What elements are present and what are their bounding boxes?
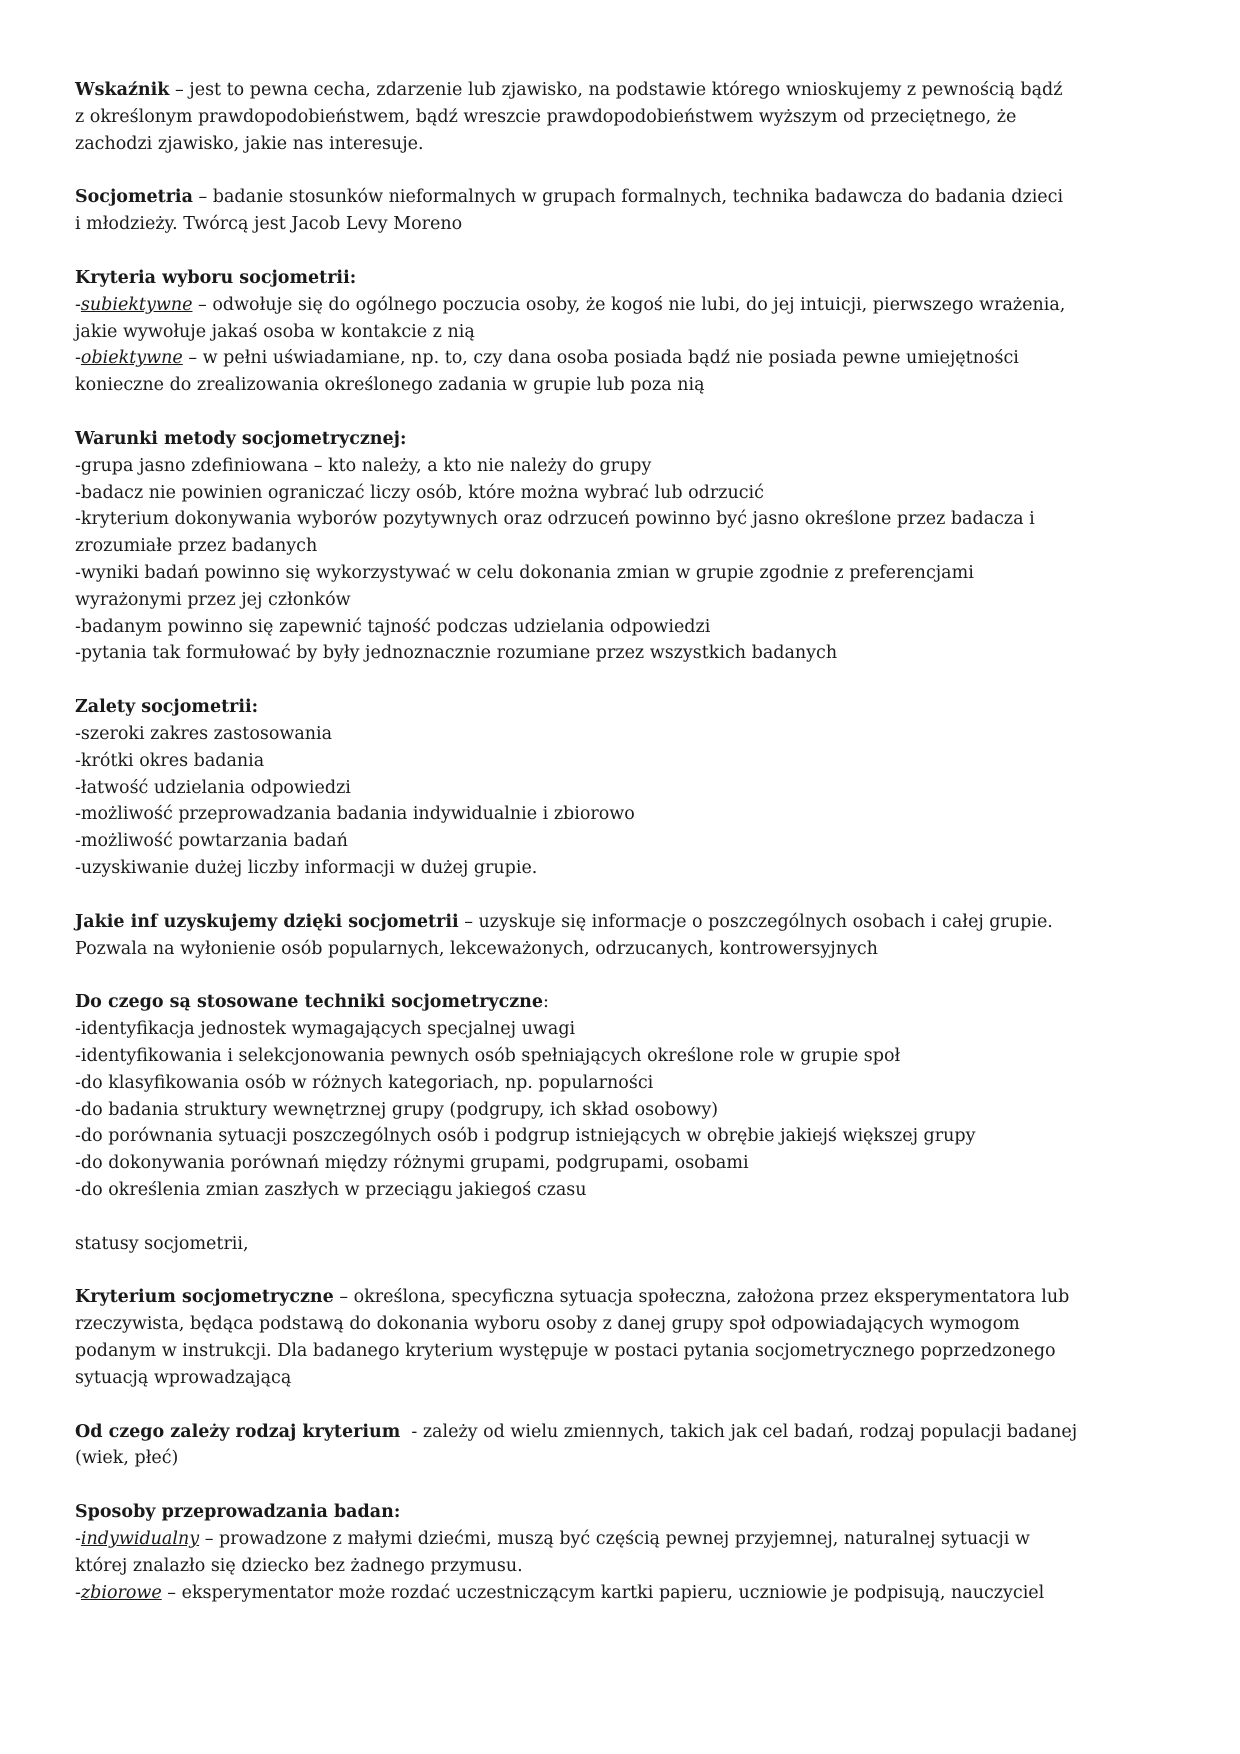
dash: -: [75, 1582, 81, 1603]
list-item: -do dokonywania porównań między różnymi grupami, podgrupami, osobami: [75, 1153, 749, 1174]
list-item: [75, 292, 1175, 319]
list-item: -pytania tak formułować by były jednoznacznie rozumiane przez wszystkich badanych: [75, 643, 838, 664]
section-do-czego: [75, 989, 1175, 1203]
section-statusy: [75, 1231, 1175, 1258]
list-item: -badacz nie powinien ograniczać liczy osób, które można wybrać lub odrzucić: [75, 482, 764, 503]
definition-text: – w pełni uświadamiane, np. to, czy dana osoba posiada bądź nie posiada pewne umiejętności: [182, 348, 1019, 369]
section-jakie-inf: [75, 909, 1175, 963]
term-zbiorowe: zbiorowe: [80, 1582, 162, 1603]
term-kryterium: Kryterium socjometryczne: [75, 1287, 334, 1308]
dash: -: [75, 294, 81, 315]
section-wskaznik: [75, 77, 1175, 157]
list-item: -wyniki badań powinno się wykorzystywać w celu dokonania zmian w grupie zgodnie z preferencjami: [75, 562, 974, 583]
list-item: [75, 1526, 1175, 1553]
list-item: -do klasyfikowania osób w różnych kategoriach, np. popularności: [75, 1072, 654, 1093]
definition-text: - zależy od wielu zmiennych, takich jak cel badań, rodzaj populacji badanej: [400, 1421, 1078, 1442]
list-item: -możliwość powtarzania badań: [75, 831, 348, 852]
list-item: [75, 345, 1175, 372]
paragraph-line: (wiek, płeć): [75, 1448, 179, 1469]
list-item: -badanym powinno się zapewnić tajność podczas udzielania odpowiedzi: [75, 616, 711, 637]
section-heading: Zalety socjometrii:: [75, 697, 259, 718]
paragraph-line: [75, 77, 1175, 104]
paragraph-line: Pozwala na wyłonienie osób popularnych, lekceważonych, odrzucanych, kontrowersyjnych: [75, 938, 878, 959]
definition-text: – uzyskuje się informacje o poszczególnych osobach i całej grupie.: [458, 911, 1053, 932]
list-item: -kryterium dokonywania wyborów pozytywnych oraz odrzuceń powinno być jasno określone przez badacza i: [75, 509, 1035, 530]
list-item-continuation: konieczne do zrealizowania określonego zadania w grupie lub poza nią: [75, 375, 705, 396]
list-item: zrozumiałe przez badanych: [75, 536, 318, 557]
term-jakie-inf: Jakie inf uzyskujemy dzięki socjometrii: [75, 911, 459, 932]
term-od-czego: Od czego zależy rodzaj kryterium: [75, 1421, 401, 1442]
section-heading: Sposoby przeprowadzania badan:: [75, 1502, 401, 1523]
paragraph-line: statusy socjometrii,: [75, 1233, 249, 1254]
list-item: -identyfikowania i selekcjonowania pewnych osób spełniających określone role w grupie społ: [75, 1045, 901, 1066]
section-od-czego: [75, 1419, 1175, 1473]
definition-text: – prowadzone z małymi dziećmi, muszą być częścią pewnej przyjemnej, naturalnej sytuacji w: [199, 1529, 1030, 1550]
list-item: -uzyskiwanie dużej liczby informacji w dużej grupie.: [75, 857, 538, 878]
section-warunki: [75, 426, 1175, 667]
term-indywidualny: indywidualny: [80, 1529, 200, 1550]
list-item: wyrażonymi przez jej członków: [75, 589, 351, 610]
term-subiektywne: subiektywne: [80, 294, 193, 315]
list-item-continuation: której znalazło się dziecko bez żadnego przymusu.: [75, 1555, 523, 1576]
list-item: -do badania struktury wewnętrznej grupy (podgrupy, ich skład osobowy): [75, 1099, 719, 1120]
dash: -: [75, 348, 81, 369]
paragraph-line: [75, 1419, 1175, 1446]
section-socjometria: [75, 184, 1175, 238]
heading-text: Do czego są stosowane techniki socjometryczne: [75, 992, 544, 1013]
paragraph-line: rzeczywista, będąca podstawą do dokonania wyboru osoby z danej grupy społ odpowiadających wymogom: [75, 1314, 1020, 1335]
list-item: -możliwość przeprowadzania badania indywidualnie i zbiorowo: [75, 804, 635, 825]
definition-text: – określona, specyficzna sytuacja społeczna, założona przez eksperymentatora lub: [333, 1287, 1070, 1308]
paragraph-line: [75, 909, 1175, 936]
section-heading: Warunki metody socjometrycznej:: [75, 428, 407, 449]
paragraph-line: zachodzi zjawisko, jakie nas interesuje.: [75, 133, 424, 154]
definition-text: – eksperymentator może rozdać uczestniczącym kartki papieru, uczniowie je podpisują, nauczyciel: [161, 1582, 1045, 1603]
list-item-continuation: jakie wywołuje jakaś osoba w kontakcie z nią: [75, 321, 475, 342]
section-zalety: [75, 694, 1175, 882]
paragraph-line: [75, 184, 1175, 211]
heading-colon: :: [543, 992, 549, 1013]
paragraph-line: [75, 1284, 1175, 1311]
section-heading: [75, 989, 1175, 1016]
list-item: -do porównania sytuacji poszczególnych osób i podgrup istniejących w obrębie jakiejś większej grupy: [75, 1126, 976, 1147]
paragraph-line: podanym w instrukcji. Dla badanego kryterium występuje w postaci pytania socjometrycznego poprzedzonego: [75, 1341, 1056, 1362]
list-item: -do określenia zmian zaszłych w przeciągu jakiegoś czasu: [75, 1179, 587, 1200]
paragraph-line: i młodzieży. Twórcą jest Jacob Levy Moreno: [75, 214, 463, 235]
section-kryteria: [75, 265, 1175, 399]
dash: -: [75, 1529, 81, 1550]
list-item: -szeroki zakres zastosowania: [75, 723, 333, 744]
term-wskaznik: Wskaźnik: [75, 80, 170, 100]
term-obiektywne: obiektywne: [80, 348, 183, 369]
definition-text: – jest to pewna cecha, zdarzenie lub zjawisko, na podstawie którego wnioskujemy z pewnością bądź: [169, 80, 1063, 100]
list-item: -łatwość udzielania odpowiedzi: [75, 777, 351, 798]
list-item: -grupa jasno zdefiniowana – kto należy, a kto nie należy do grupy: [75, 455, 652, 476]
term-socjometria: Socjometria: [75, 187, 193, 208]
list-item: -krótki okres badania: [75, 750, 265, 771]
section-sposoby: [75, 1499, 1175, 1606]
section-kryterium: [75, 1284, 1175, 1391]
list-item: [75, 1580, 1175, 1607]
section-heading: Kryteria wyboru socjometrii:: [75, 267, 357, 288]
paragraph-line: z określonym prawdopodobieństwem, bądź wreszcie prawdopodobieństwem wyższym od przeciętnego, że: [75, 106, 1017, 127]
definition-text: – odwołuje się do ogólnego poczucia osoby, że kogoś nie lubi, do jej intuicji, pierwszego wrażenia,: [192, 294, 1066, 315]
paragraph-line: sytuacją wprowadzającą: [75, 1367, 292, 1388]
list-item: -identyfikacja jednostek wymagających specjalnej uwagi: [75, 1019, 576, 1040]
document-body: [75, 77, 1175, 1633]
definition-text: – badanie stosunków nieformalnych w grupach formalnych, technika badawcza do badania dzieci: [192, 187, 1064, 208]
